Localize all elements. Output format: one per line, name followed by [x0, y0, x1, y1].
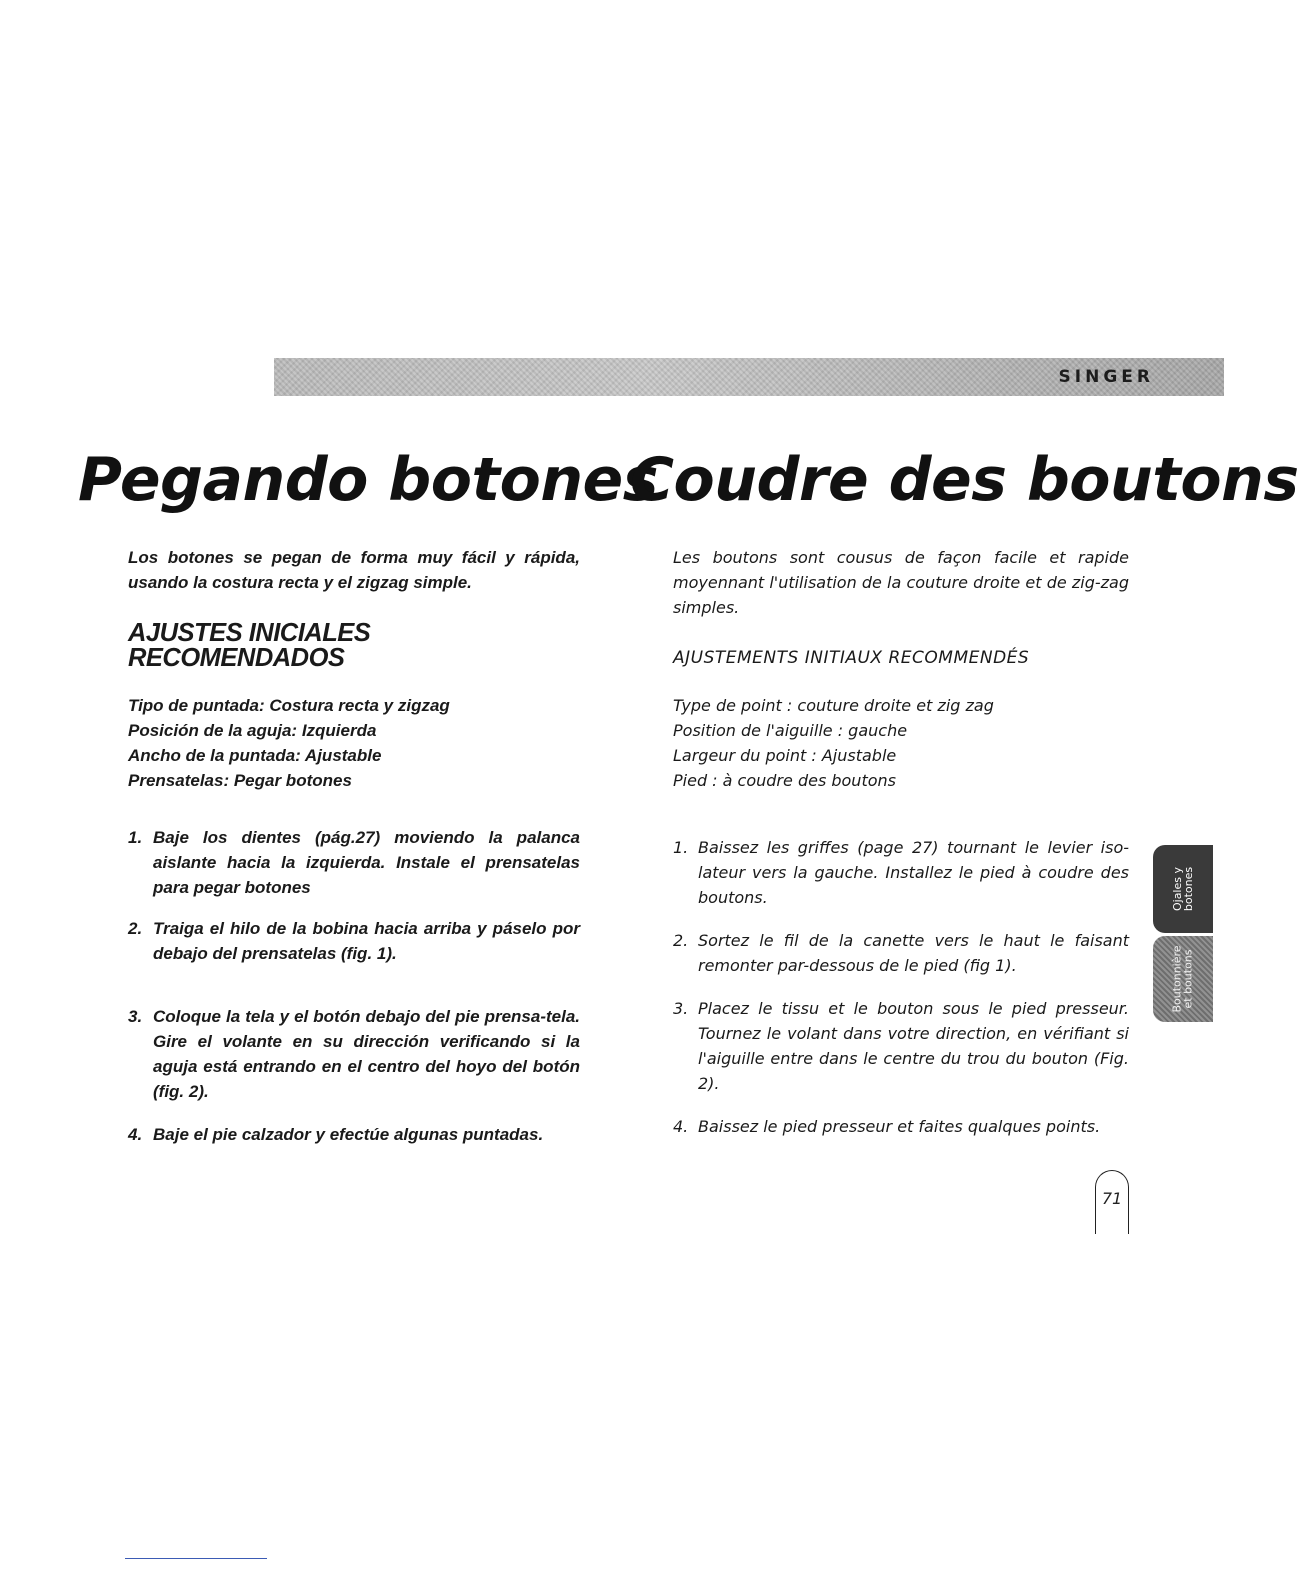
settings-list [128, 693, 580, 793]
step-text: Baje el pie calzador y efectúe algunas puntadas. [153, 1125, 544, 1144]
step-number: 4. [128, 1125, 143, 1144]
step-text: Sortez le fil de la canette vers le haut le faisant remonter par-dessous de le pied (fig 1). [698, 931, 1129, 975]
french-column [673, 545, 1129, 1139]
step-item [128, 825, 580, 900]
setting-needle-position: Posición de la aguja: Izquierda [128, 721, 377, 740]
step-number: 1. [673, 838, 689, 857]
step-text: Baje los dientes (pág.27) moviendo la palanca aislante hacia la izquierda. Instale el prensatelas para pegar botones [153, 828, 580, 897]
steps-list [128, 825, 580, 1147]
chapter-tab-label: Ojales y botones [1170, 866, 1195, 912]
page-number: 71 [1101, 1189, 1123, 1208]
step-number: 3. [128, 1007, 143, 1026]
step-text: Baissez les griffes (page 27) tournant le levier iso-lateur vers la gauche. Installez le pied à coudre des boutons. [698, 838, 1129, 907]
setting-stitch-type: Type de point : couture droite et zig zag [673, 696, 994, 715]
step-item [673, 928, 1129, 978]
settings-list [673, 693, 1129, 793]
section-heading: AJUSTEMENTS INITIAUX RECOMMENDÉS [673, 648, 1030, 668]
step-number: 1. [128, 828, 143, 847]
step-number: 4. [673, 1117, 689, 1136]
brand-logo: SINGER [1058, 367, 1154, 387]
setting-stitch-width: Ancho de la puntada: Ajustable [128, 746, 382, 765]
steps-list [673, 835, 1129, 1139]
step-item [128, 1004, 580, 1104]
intro-paragraph: Les boutons sont cousus de façon facile et rapide moyennant l'utilisation de la couture droite et de zig-zag simples. [673, 548, 1129, 617]
step-number: 2. [673, 931, 689, 950]
chapter-tab-ojales[interactable] [1153, 845, 1213, 933]
intro-paragraph: Los botones se pegan de forma muy fácil y rápida, usando la costura recta y el zigzag simple. [128, 548, 580, 592]
footnote-rule [125, 1558, 267, 1559]
section-heading: AJUSTES INICIALES RECOMENDADOS [128, 619, 371, 672]
step-number: 2. [128, 919, 143, 938]
step-text: Coloque la tela y el botón debajo del pie prensa-tela. Gire el volante en su dirección verificando si la aguja está entrando en el centro del hoyo del botón (fig. 2). [153, 1007, 580, 1101]
spanish-column [128, 545, 580, 1147]
chapter-tab-boutonniere[interactable] [1153, 936, 1213, 1022]
title-french: Coudre des boutons [630, 445, 1299, 515]
step-text: Baissez le pied presseur et faites qualques points. [698, 1117, 1101, 1136]
setting-presser-foot: Prensatelas: Pegar botones [128, 771, 352, 790]
step-item [128, 1122, 580, 1147]
setting-presser-foot: Pied : à coudre des boutons [673, 771, 896, 790]
step-item [673, 1114, 1129, 1139]
setting-stitch-type: Tipo de puntada: Costura recta y zigzag [128, 696, 450, 715]
step-number: 3. [673, 999, 689, 1018]
step-text: Placez le tissu et le bouton sous le pied presseur. Tournez le volant dans votre direction, en vérifiant si l'aiguille entre dans le centre du trou du bouton (Fig. 2). [698, 999, 1129, 1093]
step-item [128, 916, 580, 966]
header-band [274, 358, 1224, 396]
step-item [673, 996, 1129, 1096]
setting-stitch-width: Largeur du point : Ajustable [673, 746, 897, 765]
step-item [673, 835, 1129, 910]
chapter-tab-label: Boutonnière et boutons [1171, 945, 1196, 1013]
setting-needle-position: Position de l'aiguille : gauche [673, 721, 908, 740]
page-number-box [1095, 1170, 1129, 1234]
title-spanish: Pegando botones [78, 445, 658, 515]
step-text: Traiga el hilo de la bobina hacia arriba y páselo por debajo del prensatelas (fig. 1). [153, 919, 580, 963]
chapter-tabs [1153, 845, 1213, 1022]
